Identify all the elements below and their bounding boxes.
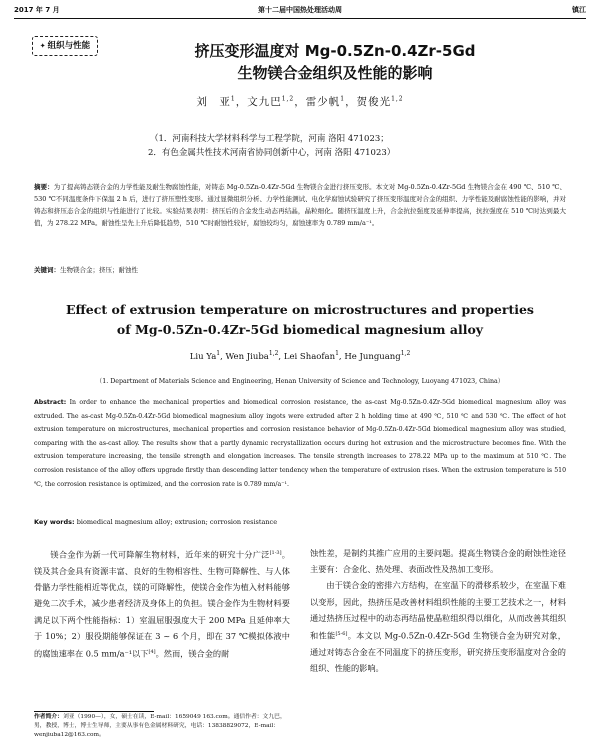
footnote-text: 刘亚（1990—），女，硕士在读，E-mail：1659049 163.com。通信作者：文九巴，男，教授，博士，博士生导师，主要从事有色金属材料研究，电话：13838829072，E-mail：wenjiuba12@163.com。	[34, 714, 286, 738]
citation: [1-3]	[269, 550, 282, 556]
header-location: 镇江	[572, 6, 586, 14]
header-rule	[14, 18, 586, 19]
section-badge-label: 组织与性能	[47, 41, 91, 51]
header-date: 2017 年 7 月	[14, 6, 60, 14]
cn-abstract	[34, 181, 566, 229]
footnote-rule	[34, 711, 154, 712]
body-paragraph: 蚀性差，是制约其推广应用的主要问题。提高生物镁合金的耐蚀性途径主要有：合金化、热处理、表面改性及热加工变形。	[310, 548, 566, 575]
en-author: Liu Ya	[189, 351, 217, 362]
star-icon: ✦	[39, 42, 46, 50]
en-authors: Liu Ya$^1$, Wen Jiuba$^{1,2}$, Lei Shaofan$^1$, He Junguang$^{1,2}$	[189, 350, 411, 362]
cn-authors: 刘 亚$^1$，文九巴$^{1,2}$，雷少帆$^1$，贺俊光$^{1,2}$	[196, 95, 404, 108]
cn-title-line1: 挤压变形温度对 Mg-0.5Zn-0.4Zr-5Gd	[194, 42, 476, 60]
en-abstract-label: Abstract:	[34, 399, 67, 406]
body-column-left	[34, 545, 290, 662]
section-badge	[32, 36, 98, 56]
cn-author: 雷少帆	[305, 96, 341, 108]
cn-abstract-text: 为了提高铸态镁合金的力学性能及耐生物腐蚀性能，对铸态 Mg-0.5Zn-0.4Zr-5Gd 生物镁合金进行挤压变形。本文对 Mg-0.5Zn-0.4Zr-5Gd 生物镁合金在 490 ℃、510 ℃、530 ℃不同温度条件下保温 2 h 后，进行了挤压塑性变形。通过显微组织分析、力学性能测试、电化学腐蚀试验研究了挤压变形温度对合金的组织、力学性能及耐腐蚀性能的影响，并对铸态和挤压态合金的组织与性能进行了比较。实验结果表明：挤压后的合金发生动态再结晶，晶粒细化。随挤压温度上升，合金抗拉强度及延伸率提高，抗拉强度在 510 ℃时达到最大值，为 278.22 MPa。耐蚀性呈先上升后降低趋势，510 ℃时耐蚀性较好，腐蚀较均匀，腐蚀速率为 0.789 mm/a⁻¹。	[34, 183, 567, 227]
en-title-line2: of Mg-0.5Zn-0.4Zr-5Gd biomedical magnesium alloy	[116, 322, 484, 337]
footnote	[34, 713, 290, 740]
en-abstract	[34, 396, 566, 491]
cn-abstract-label: 摘要：	[34, 183, 54, 191]
cn-keywords-label: 关键词：	[34, 266, 60, 274]
cn-author: 贺俊光	[356, 96, 392, 108]
cn-author: 文九巴	[247, 96, 282, 108]
cn-keywords-text: 生物镁合金；挤压；耐蚀性	[60, 266, 138, 274]
header-event: 第十二届中国热处理活动周	[258, 6, 342, 14]
body-column-right	[310, 545, 566, 676]
footnote-label: 作者简介：	[34, 714, 63, 720]
cn-affiliation-1: （1．河南科技大学材料科学与工程学院，河南 洛阳 471023；	[150, 134, 389, 144]
cn-affiliation-2: 2．有色金属共性技术河南省协同创新中心，河南 洛阳 471023）	[148, 148, 396, 158]
cn-title-line2: 生物镁合金组织及性能的影响	[237, 64, 433, 82]
body-paragraph: 由于镁合金的密排六方结构，在室温下的滑移系较少，在室温下难以变形，因此，热挤压是改善材料组织性能的主要工艺技术之一，材料通过热挤压过程中的动态再结晶使晶粒组织得以细化，从而改善其组织和性能[5-6]。本文以 Mg-0.5Zn-0.4Zr-5Gd 生物镁合金为研究对象，通过对铸态合金在不同温度下的挤压变形，研究挤压变形温度对合金的组织、性能的影响。	[310, 580, 566, 674]
cn-keywords	[34, 265, 138, 274]
en-title	[40, 300, 560, 340]
cn-affiliations	[150, 132, 395, 160]
en-author: Lei Shaofan	[283, 351, 336, 362]
en-author: He Junguang	[344, 351, 401, 362]
cn-author: 刘 亚	[196, 96, 231, 108]
body-paragraph: 镁合金作为新一代可降解生物材料，近年来的研究十分广泛[1-3]。镁及其合金具有资源丰富、良好的生物相容性、生物可降解性、与人体骨骼力学性能相近等优点，镁的可降解性，使镁合金作为植入材料能够避免二次手术，减少患者经济及身体上的负担。镁合金作为生物材料要满足以下两个性能指标：1）室温屈服强度大于 200 MPa 且延伸率大于 10%；2）服役期能够保证在 3 ~ 6 个月，即在 37 ℃模拟体液中的腐蚀速率在 0.5 mm/a⁻¹以下[4]。然而，镁合金的耐	[34, 549, 290, 659]
citation: [4]	[148, 648, 156, 655]
en-title-line1: Effect of extrusion temperature on microstructures and properties	[66, 302, 534, 317]
citation: [5-6]	[335, 631, 348, 638]
en-keywords-text: biomedical magnesium alloy; extrusion; corrosion resistance	[76, 518, 278, 526]
en-author: Wen Jiuba	[225, 351, 269, 362]
en-keywords-label: Key words:	[34, 518, 75, 526]
running-header	[14, 5, 586, 17]
en-keywords	[34, 518, 277, 526]
cn-title	[110, 40, 560, 84]
en-abstract-text: In order to enhance the mechanical properties and biomedical corrosion resistance, the as-cast Mg-0.5Zn-0.4Zr-5Gd biomedical magnesium alloy was extruded. The as-cast Mg-0.5Zn-0.4Zr-5Gd biomedical magnesium alloy ingots were extruded after 2 h holding time at 490 ℃, 510 ℃ and 530 ℃. The effect of hot extrusion temperature on microstructures, mechanical properties and corrosion resistance behavior of Mg-0.5Zn-0.4Zr-5Gd biomedical magnesium alloy was studied, comparing with the as-cast alloy. The results show that a partly dynamic recrystallization occurs during hot extrusion and the microstructure becomes fine. With the extrusion temperature increasing, the tensile strength and elongation increases. The tensile strength increases to 278.22 MPa up to the maximum at 510 ℃. The corrosion resistance of the alloy offers upgrade firstly than descending latter tendency when the temperature of extrusion rises. When the extrusion temperature is 510 ℃, the corrosion resistance is optimized, and the corrosion rate is 0.789 mm/a⁻¹.	[34, 399, 567, 488]
en-affiliation: （1. Department of Materials Science and Engineering, Henan University of Science and Technology, Luoyang 471023, China）	[95, 378, 505, 385]
